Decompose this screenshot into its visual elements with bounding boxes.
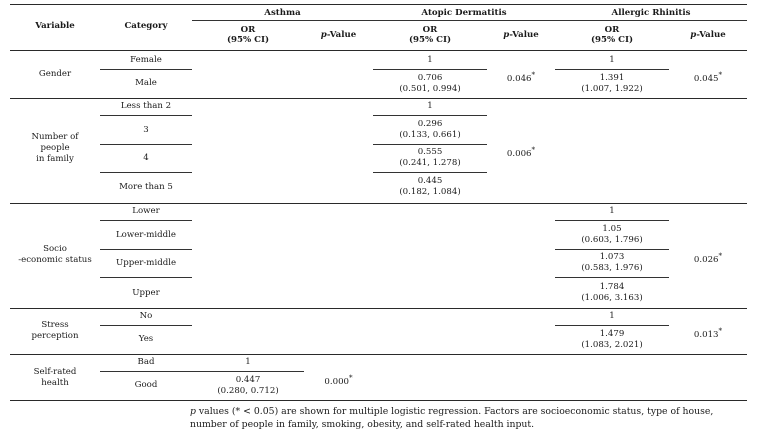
ad-or-value: 1 [427, 55, 433, 65]
variable-health-line: Self-rated [33, 367, 77, 377]
significance-mark: * [531, 145, 536, 154]
category-female: Female [130, 55, 162, 65]
asthma-or-value: 0.447 [235, 375, 261, 385]
category-4: 4 [143, 153, 149, 163]
ar-or-value: 1.05 [602, 224, 622, 234]
group-rule [10, 98, 747, 99]
group-rule [10, 308, 747, 309]
ad-ci-value: (0.241, 1.278) [399, 158, 461, 168]
row-rule [555, 325, 669, 326]
ar-ci-label: (95% CI) [590, 35, 634, 45]
group-rule [10, 354, 747, 355]
asthma-pvalue-label: p-Value [320, 30, 357, 40]
footnote-line-1: p values (* < 0.05) are shown for multiple logistic regression. Factors are socioeconomic status, type of house, [190, 406, 714, 417]
row-rule [555, 277, 669, 278]
ar-or-value: 1.073 [599, 252, 625, 262]
asthma-or-label: OR [240, 25, 256, 35]
row-rule [100, 69, 192, 70]
asthma-header-rule [192, 20, 373, 21]
row-rule [100, 325, 192, 326]
significance-mark: * [718, 251, 723, 260]
ad-pvalue-label: p-Value [503, 30, 539, 40]
header-asthma: Asthma [264, 8, 301, 18]
ar-ci-value: (0.583, 1.976) [581, 263, 643, 273]
significance-mark: * [718, 326, 723, 335]
row-rule [100, 371, 192, 372]
ar-or-value: 1 [609, 311, 615, 321]
variable-stress-line: Stress [41, 320, 69, 330]
ar-ci-value: (1.007, 1.922) [581, 84, 643, 94]
variable-socioeconomic-line: -economic status [18, 255, 92, 265]
ad-header-rule [373, 20, 555, 21]
row-rule [100, 144, 192, 145]
category-bad: Bad [137, 357, 155, 367]
row-rule [100, 277, 192, 278]
header-bottom-rule [10, 50, 747, 51]
ar-or-label: OR [604, 25, 620, 35]
category-male: Male [135, 78, 157, 88]
ad-or-value: 0.296 [417, 119, 443, 129]
asthma-or-value: 1 [245, 357, 251, 367]
row-rule [100, 220, 192, 221]
category-yes: Yes [138, 334, 154, 344]
ad-or-label: OR [422, 25, 438, 35]
row-rule [100, 115, 192, 116]
significance-mark: * [718, 70, 723, 79]
ar-or-value: 1.391 [599, 73, 625, 83]
ad-ci-value: (0.182, 1.084) [399, 187, 461, 197]
category-upper-middle: Upper-middle [115, 258, 177, 268]
category-no: No [139, 311, 153, 321]
ar-ci-value: (0.603, 1.796) [581, 235, 643, 245]
ad-or-value: 0.555 [417, 147, 443, 157]
category-good: Good [134, 380, 158, 390]
header-atopic-dermatitis: Atopic Dermatitis [421, 8, 507, 18]
category-lower: Lower [132, 206, 160, 216]
variable-number-of-people-line: Number of [31, 132, 79, 142]
variable-number-of-people-line: in family [36, 154, 74, 164]
variable-health-line: health [41, 378, 69, 388]
ar-or-value: 1 [609, 55, 615, 65]
ad-or-value: 0.445 [417, 176, 443, 186]
ar-p-value: 0.045* [693, 70, 723, 84]
ad-or-value: 0.706 [417, 73, 443, 83]
category-upper: Upper [132, 288, 160, 298]
row-rule [555, 220, 669, 221]
row-rule [555, 249, 669, 250]
header-category: Category [124, 21, 168, 31]
group-rule [10, 203, 747, 204]
footnote-line-2: number of people in family, smoking, obesity, and self-rated health input. [190, 419, 535, 430]
row-rule [373, 144, 487, 145]
header-allergic-rhinitis: Allergic Rhinitis [611, 8, 691, 18]
row-rule [373, 115, 487, 116]
table-top-rule [10, 4, 747, 5]
significance-mark: * [349, 373, 353, 382]
asthma-ci-value: (0.280, 0.712) [217, 386, 279, 396]
ad-ci-label: (95% CI) [408, 35, 452, 45]
category-more-than-5: More than 5 [119, 182, 173, 192]
ar-p-value: 0.026* [693, 251, 723, 265]
category-less-than-2: Less than 2 [120, 101, 172, 111]
row-rule [555, 69, 669, 70]
variable-stress-line: perception [31, 331, 79, 341]
row-rule [192, 371, 304, 372]
ad-p-value: 0.006* [506, 145, 536, 159]
category-3: 3 [143, 125, 149, 135]
ar-pvalue-label: p-Value [690, 30, 726, 40]
ad-ci-value: (0.133, 0.661) [399, 130, 461, 140]
row-rule [100, 249, 192, 250]
asthma-ci-label: (95% CI) [226, 35, 270, 45]
significance-mark: * [531, 70, 536, 79]
asthma-p-value: 0.000* [324, 373, 353, 387]
ad-p-value: 0.046* [506, 70, 536, 84]
variable-gender: Gender [38, 69, 72, 79]
header-variable: Variable [35, 21, 75, 31]
ad-or-value: 1 [427, 101, 433, 111]
table-bottom-rule [10, 400, 747, 401]
row-rule [373, 172, 487, 173]
ar-or-value: 1.479 [599, 329, 625, 339]
ar-ci-value: (1.083, 2.021) [581, 340, 643, 350]
ar-or-value: 1 [609, 206, 615, 216]
variable-number-of-people-line: people [40, 143, 70, 153]
ad-ci-value: (0.501, 0.994) [399, 84, 461, 94]
ar-ci-value: (1.006, 3.163) [581, 293, 643, 303]
variable-socioeconomic-line: Socio [43, 244, 67, 254]
category-lower-middle: Lower-middle [115, 230, 177, 240]
ar-header-rule [555, 20, 747, 21]
row-rule [100, 172, 192, 173]
ar-or-value: 1.784 [599, 282, 625, 292]
row-rule [373, 69, 487, 70]
ar-p-value: 0.013* [693, 326, 723, 340]
